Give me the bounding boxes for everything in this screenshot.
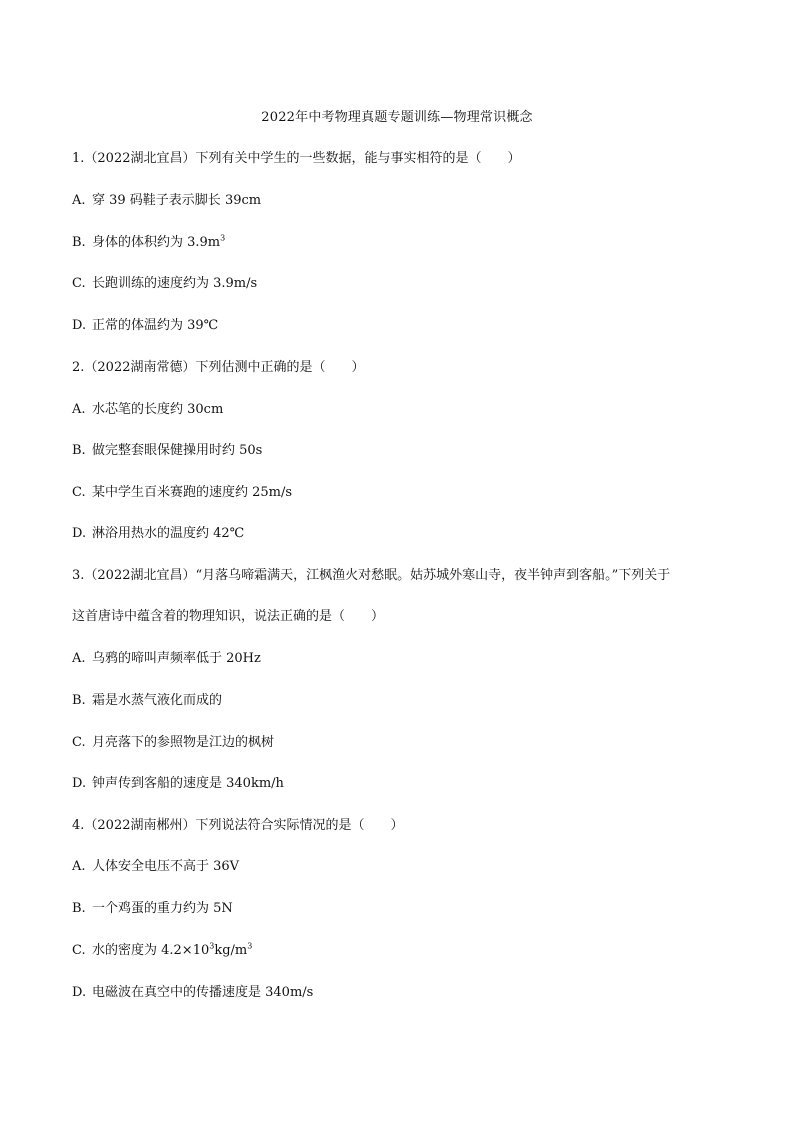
question-4-option-b: B. 一个鸡蛋的重力约为 5N (72, 901, 233, 916)
question-1-option-c: C. 长跑训练的速度约为 3.9m/s (72, 276, 258, 291)
question-4-stem: 4.（2022湖南郴州）下列说法符合实际情况的是（ ） (72, 818, 404, 833)
question-3-stem-line-1: 3.（2022湖北宜昌）“月落乌啼霜满天，江枫渔火对愁眠。姑苏城外寒山寺，夜半钟声到客船。”下列关于 (72, 568, 671, 583)
question-2-stem: 2.（2022湖南常德）下列估测中正确的是（ ） (72, 360, 365, 375)
question-1-option-b: B. 身体的体积约为 $3.9m^3$ (72, 233, 226, 250)
question-4-option-c: C. 水的密度为 $4.2\times 10^3kg/m^3$ (72, 941, 253, 958)
question-3-option-c: C. 月亮落下的参照物是江边的枫树 (72, 735, 275, 750)
question-2-option-d: D. 淋浴用热水的温度约 42℃ (72, 526, 245, 541)
question-3-option-b: B. 霜是水蒸气液化而成的 (72, 693, 223, 708)
document-title: 2022年中考物理真题专题训练—物理常识概念 (261, 110, 533, 125)
question-3-stem-line-2: 这首唐诗中蕴含着的物理知识，说法正确的是（ ） (72, 609, 385, 624)
question-3-option-a: A. 乌鸦的啼叫声频率低于 20Hz (72, 651, 261, 666)
question-2-option-a: A. 水芯笔的长度约 30cm (72, 402, 224, 417)
question-1-option-d: D. 正常的体温约为 39℃ (72, 318, 219, 333)
question-2-option-c: C. 某中学生百米赛跑的速度约 25m/s (72, 485, 293, 500)
question-4-option-d: D. 电磁波在真空中的传播速度是 340m/s (72, 985, 314, 1000)
question-3-option-d: D. 钟声传到客船的速度是 340km/h (72, 776, 284, 791)
question-4-option-a: A. 人体安全电压不高于 36V (72, 859, 240, 874)
question-1-option-a: A. 穿 39 码鞋子表示脚长 39cm (72, 193, 262, 208)
question-1-stem: 1.（2022湖北宜昌）下列有关中学生的一些数据，能与事实相符的是（ ） (72, 151, 521, 166)
question-2-option-b: B. 做完整套眼保健操用时约 50s (72, 443, 263, 458)
